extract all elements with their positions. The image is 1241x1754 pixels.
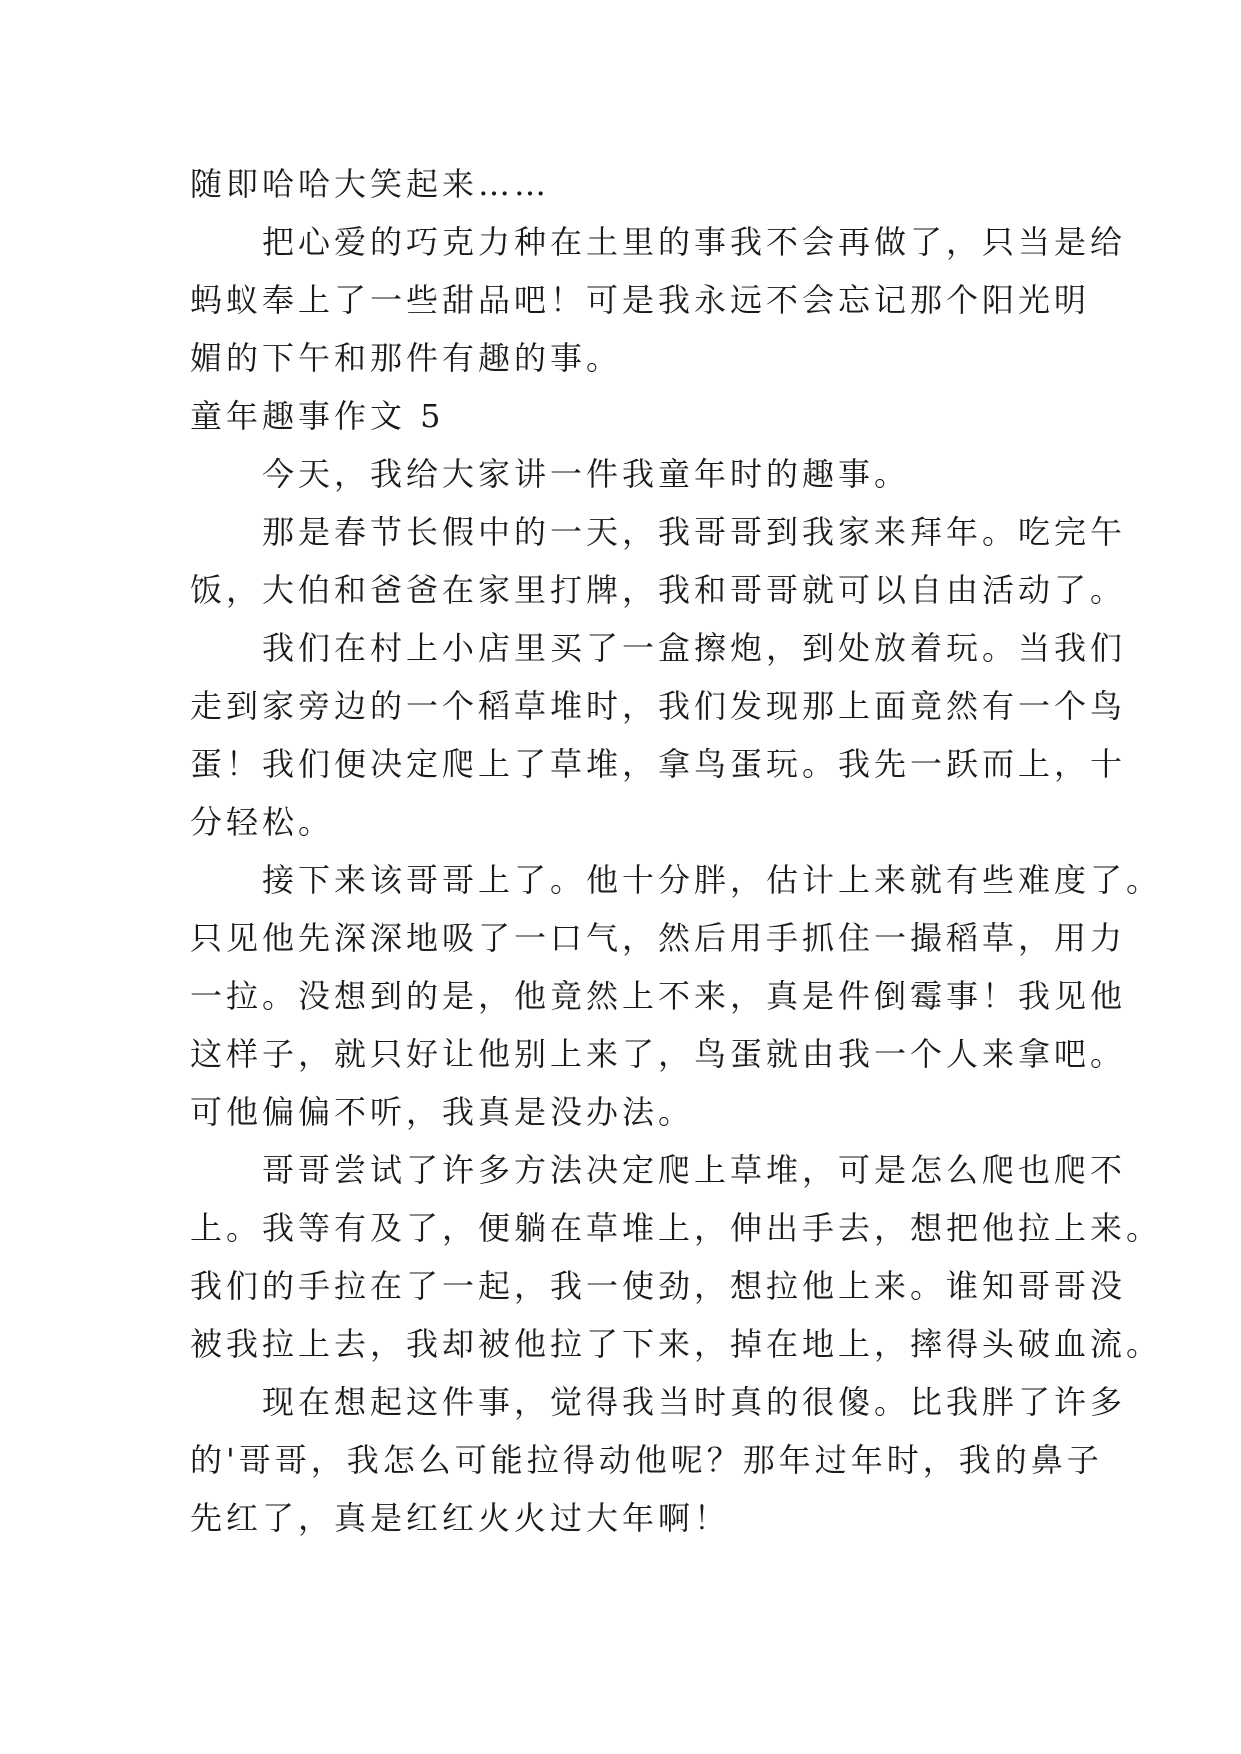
text-line: 分轻松。	[190, 803, 335, 841]
text-line: 我们的手拉在了一起，我一使劲，想拉他上来。谁知哥哥没	[190, 1267, 1127, 1305]
text-line: 现在想起这件事，觉得我当时真的很傻。比我胖了许多	[190, 1383, 1127, 1421]
text-line: 只见他先深深地吸了一口气，然后用手抓住一撮稻草，用力	[190, 919, 1127, 957]
text-line: 饭，大伯和爸爸在家里打牌，我和哥哥就可以自由活动了。	[190, 571, 1127, 609]
text-line: 的'哥哥，我怎么可能拉得动他呢？那年过年时，我的鼻子	[190, 1441, 1103, 1479]
text-line: 走到家旁边的一个稻草堆时，我们发现那上面竟然有一个鸟	[190, 687, 1127, 725]
text-line: 可他偏偏不听，我真是没办法。	[190, 1093, 695, 1131]
text-line: 那是春节长假中的一天，我哥哥到我家来拜年。吃完午	[190, 513, 1127, 551]
text-line: 先红了，真是红红火火过大年啊！	[190, 1499, 731, 1537]
text-line: 媚的下午和那件有趣的事。	[190, 339, 623, 377]
text-line: 蛋！我们便决定爬上了草堆，拿鸟蛋玩。我先一跃而上，十	[190, 745, 1127, 783]
section-heading: 童年趣事作文 5	[190, 397, 445, 435]
text-line: 上。我等有及了，便躺在草堆上，伸出手去，想把他拉上来。	[190, 1209, 1163, 1247]
text-line: 随即哈哈大笑起来……	[190, 165, 551, 203]
text-line: 被我拉上去，我却被他拉了下来，掉在地上，摔得头破血流。	[190, 1325, 1163, 1363]
text-line: 今天，我给大家讲一件我童年时的趣事。	[190, 455, 911, 493]
text-line: 把心爱的巧克力种在土里的事我不会再做了，只当是给	[190, 223, 1127, 261]
text-line: 一拉。没想到的是，他竟然上不来，真是件倒霉事！我见他	[190, 977, 1127, 1015]
text-line: 我们在村上小店里买了一盒擦炮，到处放着玩。当我们	[190, 629, 1127, 667]
text-line: 哥哥尝试了许多方法决定爬上草堆，可是怎么爬也爬不	[190, 1151, 1127, 1189]
text-line: 接下来该哥哥上了。他十分胖，估计上来就有些难度了。	[190, 861, 1163, 899]
text-line: 这样子，就只好让他别上来了，鸟蛋就由我一个人来拿吧。	[190, 1035, 1127, 1073]
text-line: 蚂蚁奉上了一些甜品吧！可是我永远不会忘记那个阳光明	[190, 281, 1091, 319]
